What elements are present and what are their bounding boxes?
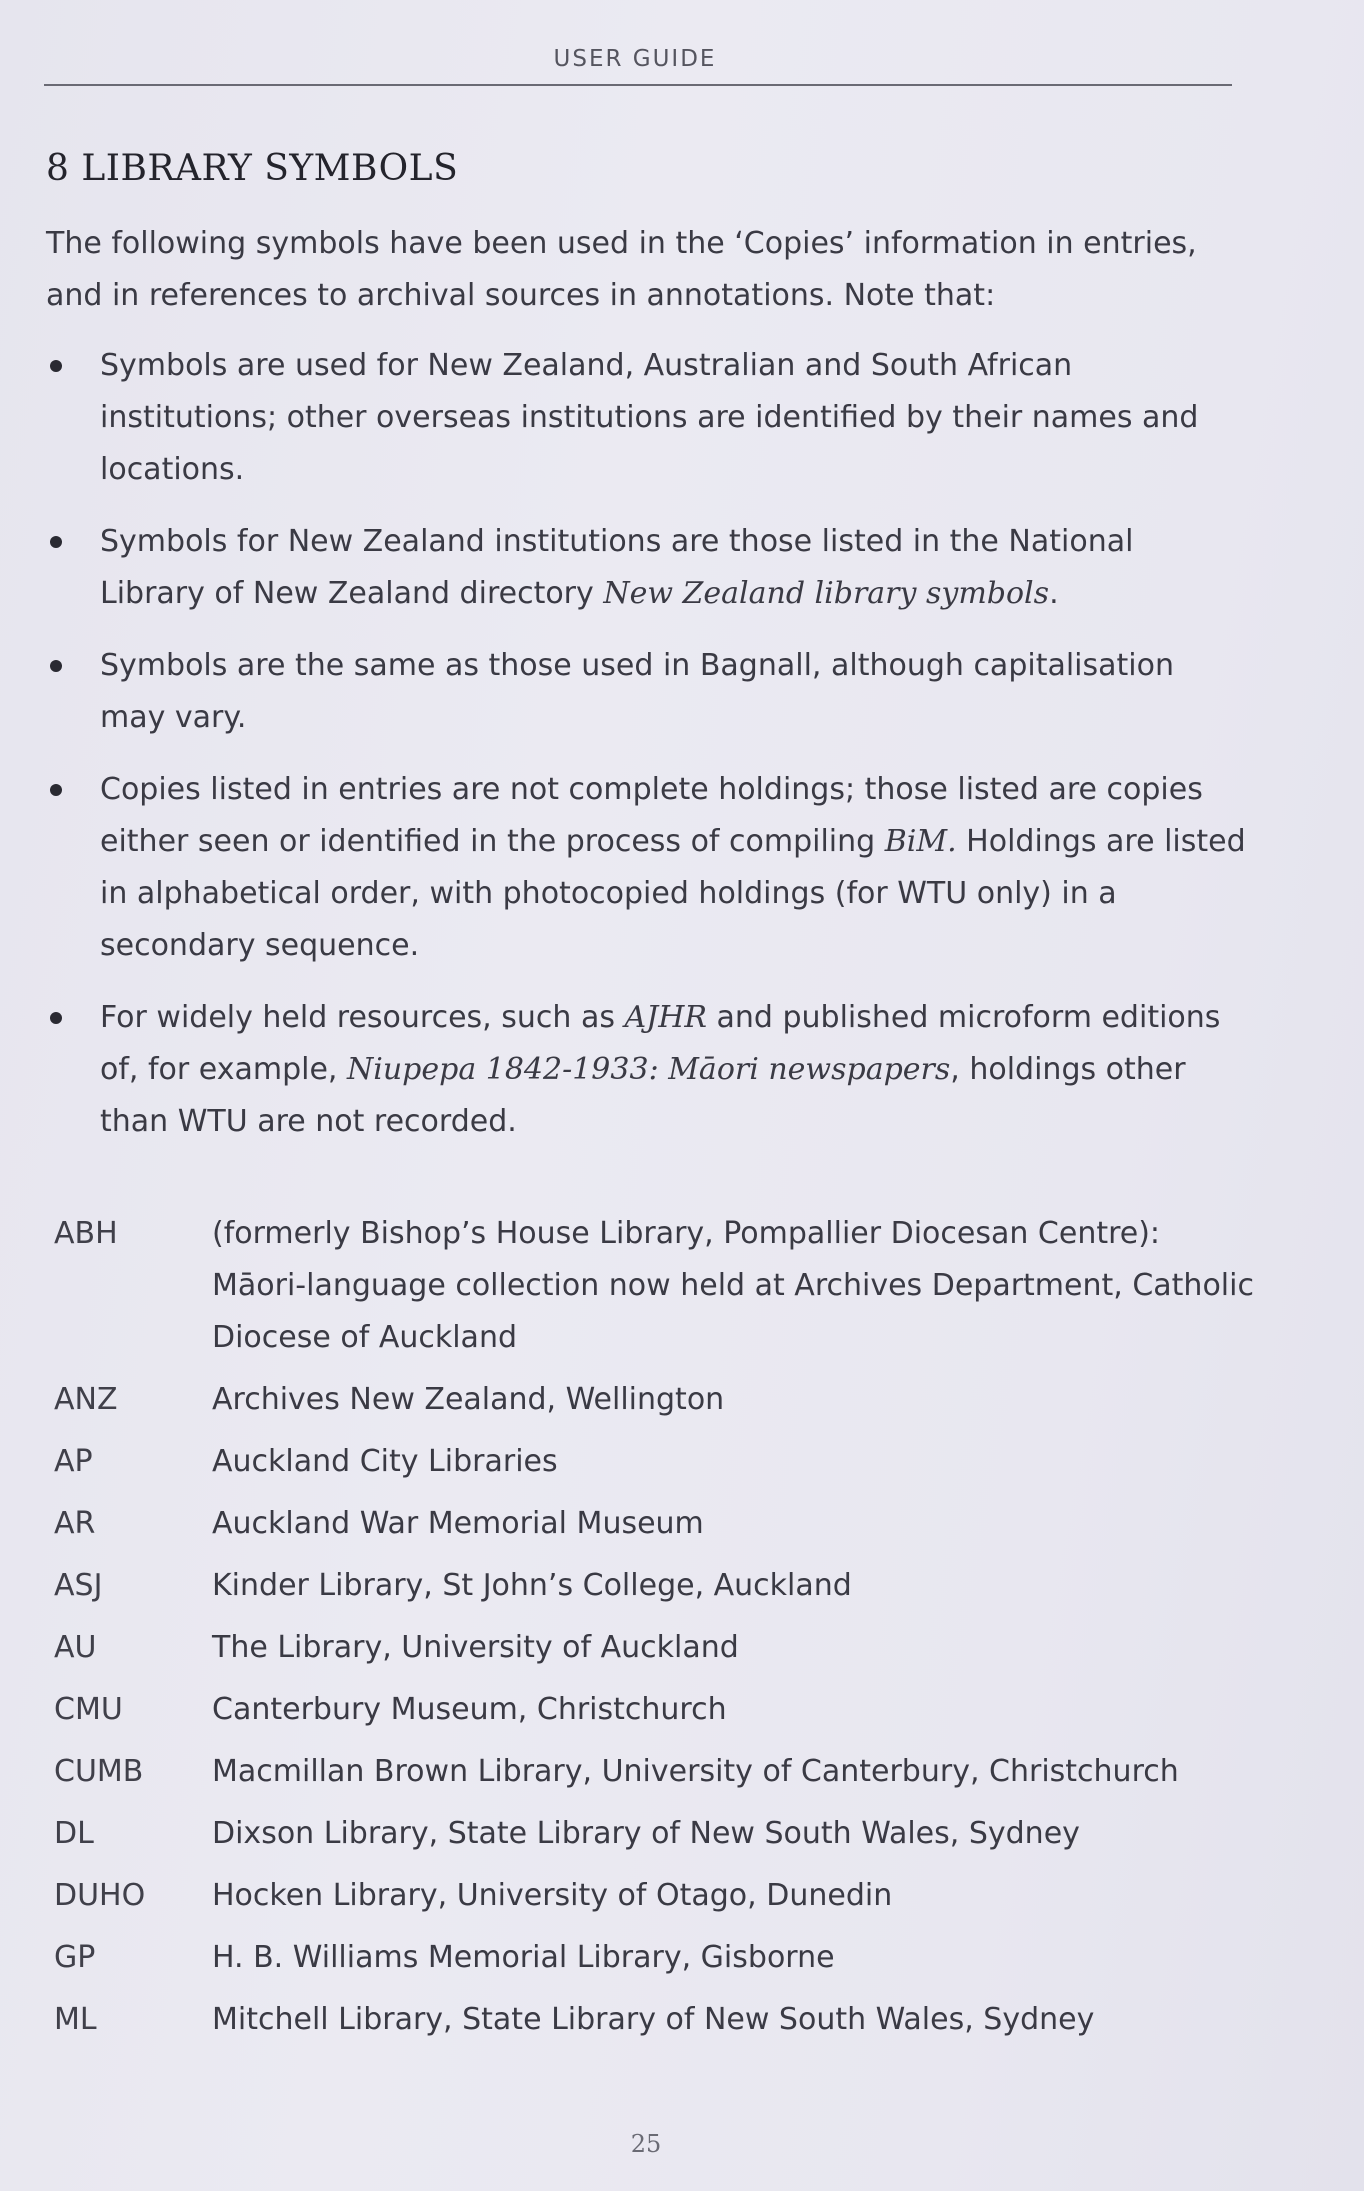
- note-text: .: [1049, 576, 1059, 611]
- symbol-code: ABH: [54, 1216, 118, 1251]
- symbol-description: (formerly Bishop’s House Library, Pompallier Diocesan Centre): Māori-language collection now held at Archives Department, Catholic Diocese of Auckland: [212, 1216, 1254, 1355]
- symbol-code: DL: [54, 1816, 94, 1851]
- symbol-description: Dixson Library, State Library of New South Wales, Sydney: [212, 1816, 1080, 1851]
- symbol-code: DUHO: [54, 1878, 146, 1913]
- symbol-description: Canterbury Museum, Christchurch: [212, 1692, 727, 1727]
- symbol-description: Mitchell Library, State Library of New South Wales, Sydney: [212, 2002, 1095, 2037]
- running-head: USER GUIDE: [553, 46, 717, 72]
- bullet-icon: [50, 360, 62, 372]
- symbol-code: CMU: [54, 1692, 123, 1727]
- symbol-code: AP: [54, 1444, 93, 1479]
- symbol-code: CUMB: [54, 1754, 144, 1789]
- note-text: , holdings other than WTU are not recorded.: [100, 1052, 1186, 1139]
- publication-title: New Zealand library symbols: [603, 576, 1050, 611]
- symbol-row: [54, 1746, 1254, 1798]
- symbol-row: [54, 1932, 1254, 1984]
- symbol-row: [54, 1684, 1254, 1736]
- note-text: and published microform editions of, for example,: [100, 1000, 1221, 1087]
- symbol-code: ASJ: [54, 1568, 103, 1603]
- publication-title: BiM.: [884, 824, 957, 859]
- note-text: Symbols are the same as those used in Bagnall, although capitalisation may vary.: [100, 648, 1174, 735]
- page-number: 25: [630, 2130, 662, 2158]
- symbol-row: [54, 1208, 1254, 1364]
- symbol-description: Macmillan Brown Library, University of Canterbury, Christchurch: [212, 1754, 1179, 1789]
- symbol-description: H. B. Williams Memorial Library, Gisborne: [212, 1940, 835, 1975]
- note-text: Holdings are listed in alphabetical order, with photocopied holdings (for WTU only) in a secondary sequence.: [100, 824, 1246, 963]
- section-title: 8 LIBRARY SYMBOLS: [46, 148, 459, 189]
- publication-title: AJHR: [624, 1000, 707, 1035]
- note-item: [46, 516, 1246, 620]
- header-rule: [44, 84, 1232, 86]
- symbol-description: Archives New Zealand, Wellington: [212, 1382, 725, 1417]
- note-text: Copies listed in entries are not complete holdings; those listed are copies either seen or identified in the process of compiling: [100, 772, 1203, 859]
- note-item: [46, 992, 1246, 1148]
- notes-list: [46, 340, 1246, 1168]
- symbol-code: AU: [54, 1630, 97, 1665]
- symbol-row: [54, 1498, 1254, 1550]
- symbol-row: [54, 1374, 1254, 1426]
- note-item: [46, 340, 1246, 496]
- symbol-code: AR: [54, 1506, 96, 1541]
- symbol-description: Auckland City Libraries: [212, 1444, 558, 1479]
- symbol-code: ML: [54, 2002, 97, 2037]
- symbols-list: [54, 1208, 1254, 2056]
- note-text: For widely held resources, such as: [100, 1000, 625, 1035]
- note-text: Symbols are used for New Zealand, Australian and South African institutions; other overseas institutions are identified by their names and locations.: [100, 348, 1199, 487]
- symbol-description: Auckland War Memorial Museum: [212, 1506, 704, 1541]
- symbol-description: Hocken Library, University of Otago, Dunedin: [212, 1878, 893, 1913]
- symbol-row: [54, 1622, 1254, 1674]
- symbol-row: [54, 1560, 1254, 1612]
- symbol-row: [54, 1436, 1254, 1488]
- symbol-row: [54, 1870, 1254, 1922]
- symbol-code: GP: [54, 1940, 96, 1975]
- bullet-icon: [50, 1012, 62, 1024]
- symbol-row: [54, 1994, 1254, 2046]
- publication-title: Niupepa 1842-1933: Māori newspapers: [346, 1052, 951, 1087]
- note-text: Symbols for New Zealand institutions are those listed in the National Library of New Zealand directory: [100, 524, 1134, 611]
- bullet-icon: [50, 660, 62, 672]
- note-item: [46, 764, 1246, 972]
- note-item: [46, 640, 1246, 744]
- symbol-row: [54, 1808, 1254, 1860]
- symbol-description: Kinder Library, St John’s College, Auckland: [212, 1568, 852, 1603]
- symbol-code: ANZ: [54, 1382, 118, 1417]
- intro-paragraph: The following symbols have been used in the ‘Copies’ information in entries, and in references to archival sources in annotations. Note that:: [46, 226, 1197, 313]
- bullet-icon: [50, 784, 62, 796]
- symbol-description: The Library, University of Auckland: [212, 1630, 739, 1665]
- bullet-icon: [50, 536, 62, 548]
